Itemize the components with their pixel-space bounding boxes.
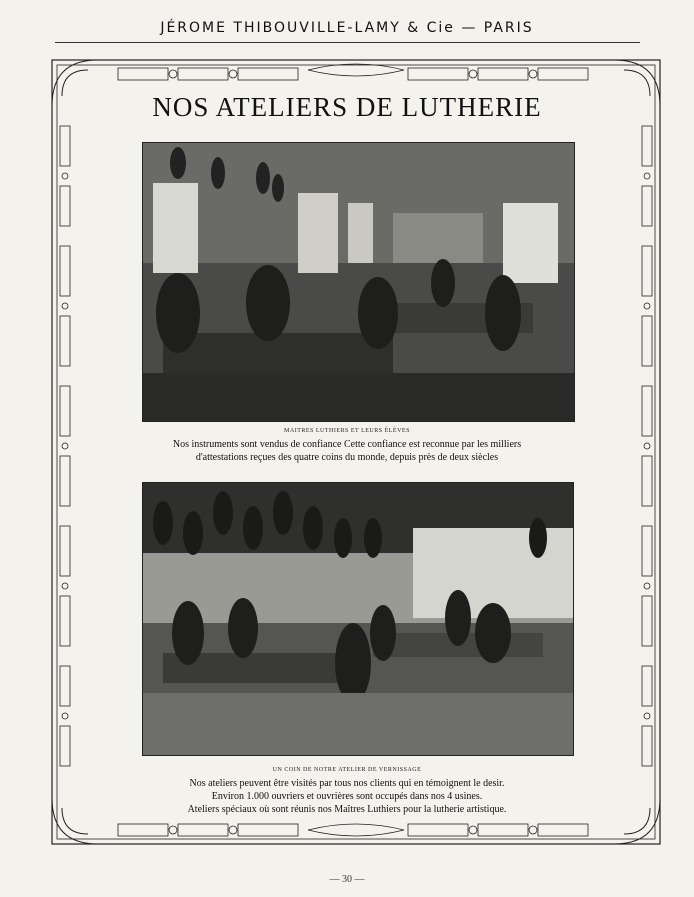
workshop-photo-varnishing	[142, 482, 574, 756]
photo-2-caption: UN COIN DE NOTRE ATELIER DE VERNISSAGE	[272, 767, 422, 773]
photo-2-text-line-2: Environ 1.000 ouvriers et ouvrières sont occupés dans nos 4 usines.	[211, 791, 483, 802]
page-number: — 30 —	[329, 874, 365, 885]
workshop-photo-luthiers	[142, 142, 575, 422]
photo-1-text-line-2: d'attestations reçues des quatre coins du monde, depuis près de deux siècles	[195, 452, 499, 463]
photo-2-text-line-3: Ateliers spéciaux où sont réunis nos Maîtres Luthiers pour la lutherie artistique.	[187, 804, 507, 815]
header-rule	[55, 42, 640, 43]
page-header: JÉROME THIBOUVILLE-LAMY & Cie — PARIS	[160, 20, 534, 36]
photo-1-text-line-1: Nos instruments sont vendus de confiance Cette confiance est reconnue par les milliers	[172, 439, 522, 450]
photo-2-text-line-1: Nos ateliers peuvent être visités par tous nos clients qui en témoignent le desir.	[189, 778, 505, 789]
photo-1-caption: MAITRES LUTHIERS ET LEURS ÉLÈVES	[284, 428, 410, 434]
bottom-border-pattern	[118, 824, 588, 836]
top-border-pattern	[118, 64, 588, 80]
page-title: NOS ATELIERS DE LUTHERIE	[152, 92, 542, 122]
